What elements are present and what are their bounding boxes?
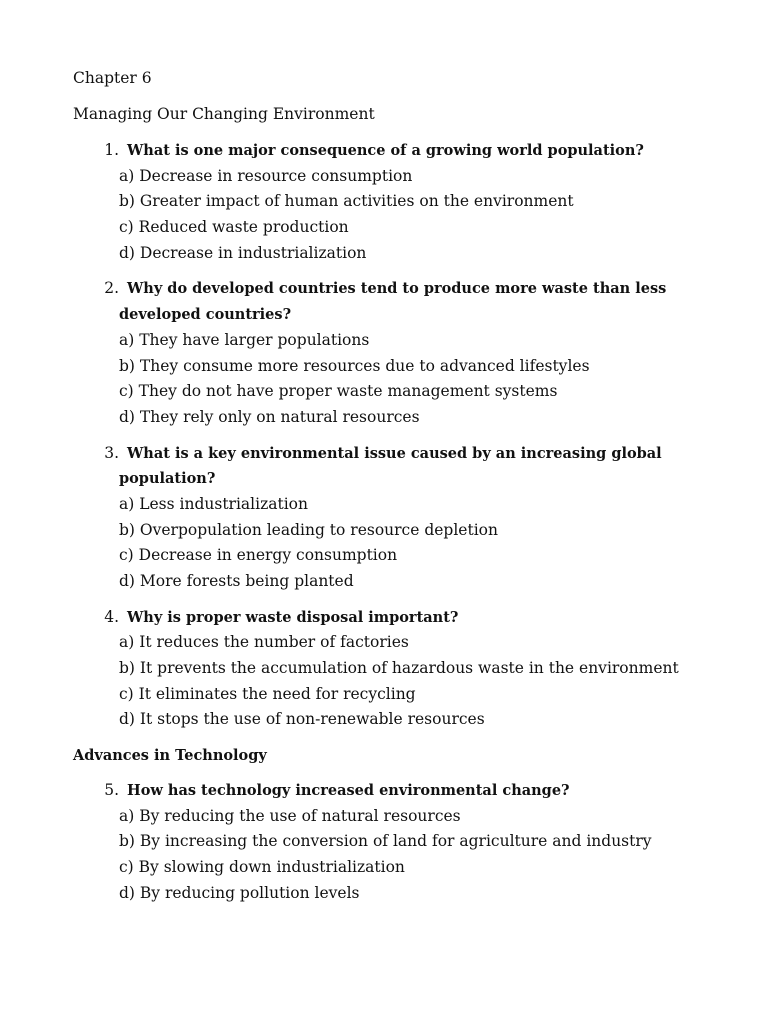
answer-option: d) Decrease in industrialization xyxy=(119,243,367,262)
question-text: How has technology increased environmental change? xyxy=(127,781,570,799)
question-number: 3. xyxy=(104,443,119,462)
answer-option: b) They consume more resources due to advanced lifestyles xyxy=(119,356,590,375)
question-text: What is one major consequence of a growing world population? xyxy=(127,142,644,159)
question-row xyxy=(73,778,708,804)
question-row xyxy=(73,276,708,302)
question-text: population? xyxy=(119,470,216,488)
answer-option: a) By reducing the use of natural resources xyxy=(119,806,461,825)
answer-option: d) They rely only on natural resources xyxy=(119,407,420,426)
answer-option: a) Less industrialization xyxy=(119,494,308,513)
question-list xyxy=(73,138,708,733)
question-number: 1. xyxy=(104,141,119,159)
document-page xyxy=(73,66,708,916)
answer-option: c) By slowing down industrialization xyxy=(119,857,405,876)
question-number: 4. xyxy=(104,607,119,626)
question-row xyxy=(73,138,708,164)
answer-option: d) By reducing pollution levels xyxy=(119,883,360,902)
answer-option: a) Decrease in resource consumption xyxy=(119,166,413,185)
answer-option: c) They do not have proper waste management systems xyxy=(119,382,558,401)
question-block xyxy=(73,138,708,266)
question-text: Why is proper waste disposal important? xyxy=(127,608,459,626)
answer-option: b) Greater impact of human activities on the environment xyxy=(119,192,574,211)
question-block xyxy=(73,605,708,733)
question-list xyxy=(73,778,708,906)
chapter-label: Chapter 6 xyxy=(73,69,152,87)
answer-option: b) Overpopulation leading to resource depletion xyxy=(119,520,498,539)
answer-option: d) It stops the use of non-renewable resources xyxy=(119,710,485,729)
answer-option: a) It reduces the number of factories xyxy=(119,633,409,652)
question-row xyxy=(73,441,708,467)
answer-option: c) Decrease in energy consumption xyxy=(119,546,398,565)
answer-option: b) By increasing the conversion of land for agriculture and industry xyxy=(119,832,652,851)
question-number: 2. xyxy=(104,279,119,298)
question-block xyxy=(73,276,708,430)
section-heading: Advances in Technology xyxy=(73,747,267,765)
question-text: developed countries? xyxy=(119,306,292,324)
question-row xyxy=(73,605,708,631)
question-block xyxy=(73,441,708,595)
answer-option: a) They have larger populations xyxy=(119,330,370,349)
answer-option: d) More forests being planted xyxy=(119,572,354,590)
answer-option: c) It eliminates the need for recycling xyxy=(119,684,416,703)
question-block xyxy=(73,778,708,906)
page-title: Managing Our Changing Environment xyxy=(73,105,375,123)
question-text: Why do developed countries tend to produce more waste than less xyxy=(127,280,667,298)
question-text: What is a key environmental issue caused by an increasing global xyxy=(127,444,662,462)
answer-option: b) It prevents the accumulation of hazardous waste in the environment xyxy=(119,659,679,678)
question-number: 5. xyxy=(104,780,119,799)
answer-option: c) Reduced waste production xyxy=(119,218,349,237)
